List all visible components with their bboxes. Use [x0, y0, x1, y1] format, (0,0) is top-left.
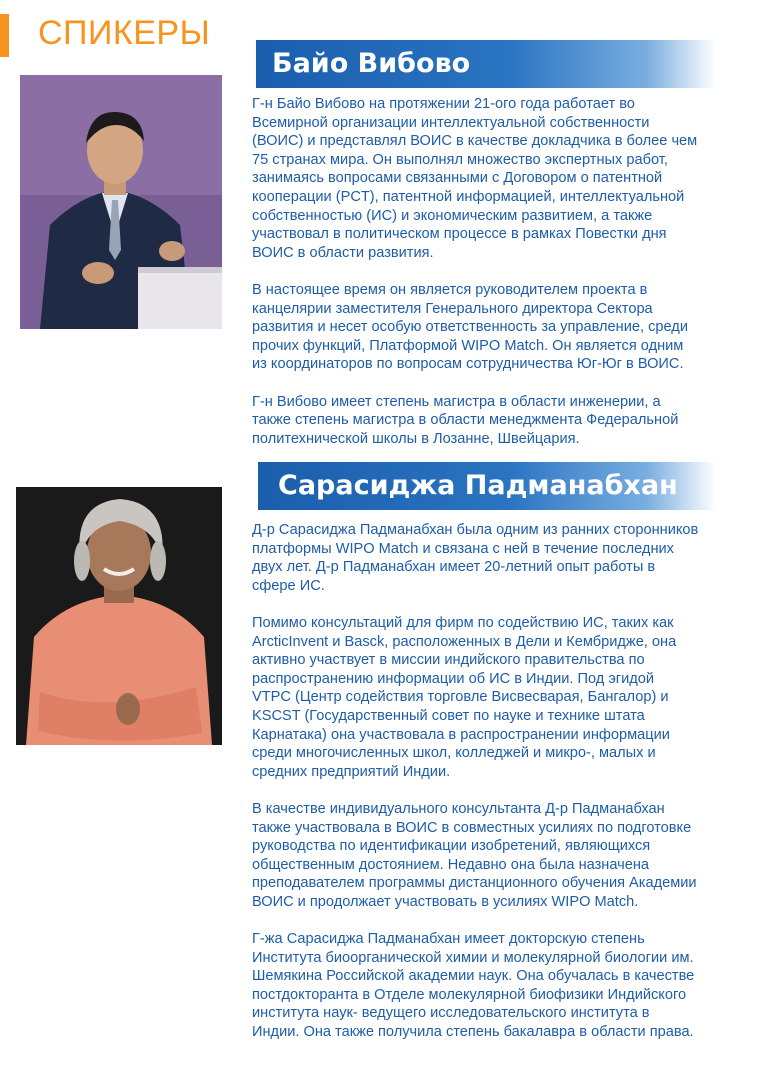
speaker-photo-woman-icon: [16, 487, 222, 745]
page-title: СПИКЕРЫ: [38, 14, 211, 52]
speaker-photo: [16, 487, 222, 745]
bio-paragraph: В качестве индивидуального консультанта Д-р Падманабхан также участвовала в ВОИС в совместных усилиях по подготовке руководства по идентификации изобретений, являющихся общественным достоянием. Недавно она была назначена преподавателем программы дистанционного обучения Академии ВОИС и продолжает участвовать в усилиях WIPO Match.: [252, 800, 697, 910]
speaker-bio: [252, 521, 742, 1042]
speaker-bio: [252, 95, 742, 448]
speaker-photo: [20, 75, 222, 329]
bio-paragraph: Д-р Сарасиджа Падманабхан была одним из ранних сторонников платформы WIPO Match и связана с ней в течение последних двух лет. Д-р Падманабхан имеет 20-летний опыт работы в сфере ИС.: [252, 522, 699, 594]
bio-paragraph: Г-н Вибово имеет степень магистра в области инженерии, а также степень магистра в области менеджмента Федеральной политехнической школы в Лозанне, Швейцария.: [252, 393, 679, 447]
bio-paragraph: В настоящее время он является руководителем проекта в канцелярии заместителя Генерального директора Сектора развития и несет особую ответственность за управление, среди прочих функций, Платформой WIPO Match. Он является одним из координаторов по вопросам сотрудничества Юг-Юг в ВОИС.: [252, 281, 688, 373]
bio-paragraph: Г-н Байо Вибово на протяжении 21-ого года работает во Всемирной организации интеллектуальной собственности (ВОИС) и представлял ВОИС в качестве докладчика в более чем 75 странах мира. Он выполнял множество экспертных работ, занимаясь вопросами связанными с Договором о патентной кооперации (PCT), патентной информацией, интеллектуальной собственностью (ИС) и экономическим развитием, а также участвовал в политическом процессе в рамках Повестки дня ВОИС в области развития.: [252, 96, 698, 261]
title-accent-bar: [0, 14, 9, 57]
speaker-photo-man-icon: [20, 75, 222, 329]
bio-paragraph: Помимо консультаций для фирм по содействию ИС, таких как ArcticInvent и Basck, расположенных в Дели и Кембридже, она активно участвует в миссии индийского правительства по распространению информации об ИС в Индии. Под эгидой VTPC (Центр содействия торговле Висвесварая, Бангалор) и KSCST (Государственный совет по науке и технике штата Карнатака) она участвовала в распространении информации среди многочисленных школ, колледжей и микро-, малых и средних предприятий Индии.: [252, 614, 677, 780]
speaker-name-banner: Сарасиджа Падманабхан: [258, 462, 716, 510]
speaker-name-banner: Байо Вибово: [256, 40, 716, 88]
bio-paragraph: Г-жа Сарасиджа Падманабхан имеет докторскую степень Института биоорганической химии и молекулярной биологии им. Шемякина Российской академии наук. Она обучалась в качестве постдокторанта в Отделе молекулярной биофизики Индийского института наук- ведущего исследовательского института в Индии. Она также получила степень бакалавра в области права.: [252, 931, 695, 1041]
